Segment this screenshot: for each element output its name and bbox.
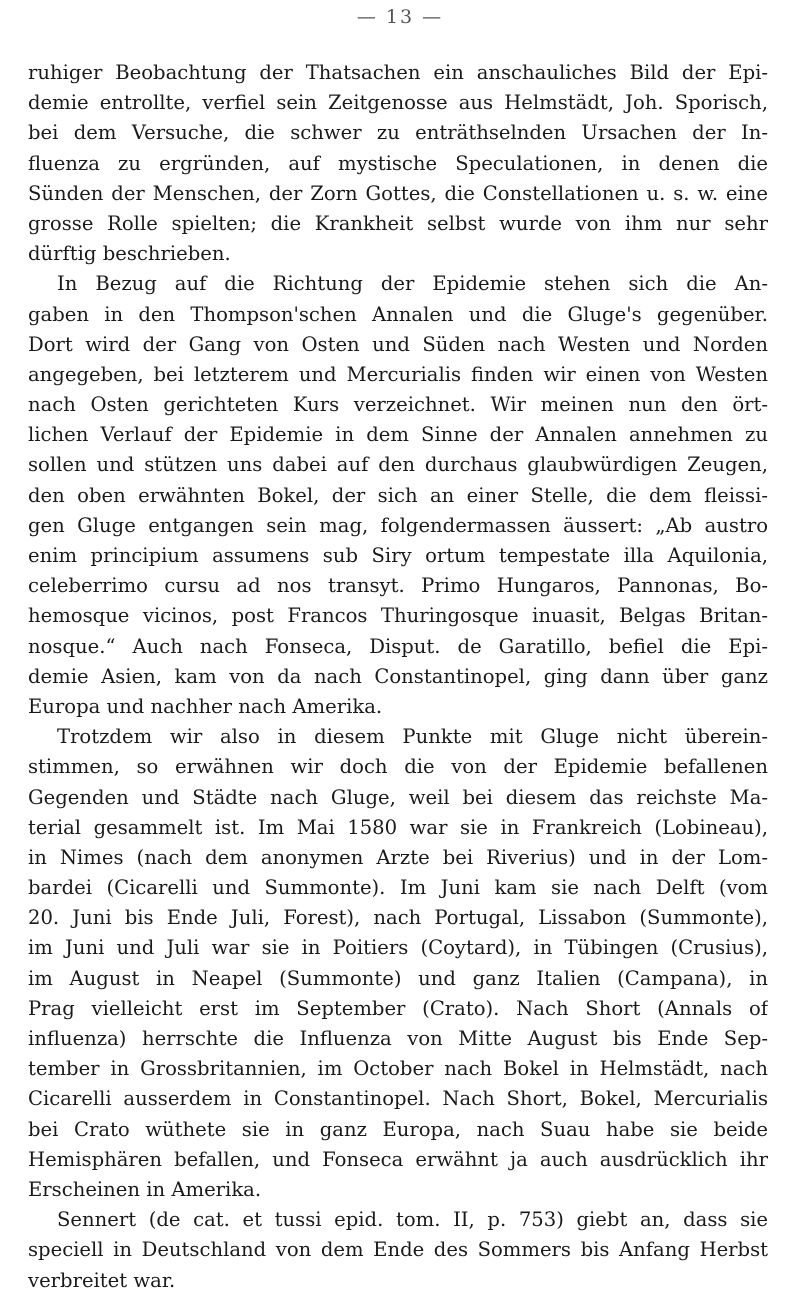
text-line: verbreitet war. bbox=[28, 1268, 176, 1292]
text-line: stimmen, so erwähnen wir doch die von der Epidemie befallenen bbox=[28, 755, 768, 779]
paragraph bbox=[28, 269, 768, 722]
text-line: gen Gluge entgangen sein mag, folgendermassen äussert: „Ab austro bbox=[28, 513, 768, 537]
text-line: influenza) herrschte die Influenza von Mitte August bis Ende Sep- bbox=[28, 1027, 768, 1050]
text-line: demie entrollte, verfiel sein Zeitgenosse aus Helmstädt, Joh. Sporisch, bbox=[28, 91, 768, 115]
text-line: enim principium assumens sub Siry ortum tempestate illa Aquilonia, bbox=[28, 544, 768, 567]
text-line: den oben erwähnten Bokel, der sich an einer Stelle, die dem fleissi- bbox=[28, 483, 768, 507]
text-line: dürftig beschrieben. bbox=[28, 242, 231, 266]
page-number-header: — 13 — bbox=[356, 6, 444, 28]
paragraph bbox=[28, 722, 768, 1205]
document-body bbox=[28, 58, 768, 1296]
text-line: Gegenden und Städte nach Gluge, weil bei diesem das reichste Ma- bbox=[28, 785, 768, 809]
text-line: Sennert (de cat. et tussi epid. tom. II, p. 753) giebt an, dass sie bbox=[57, 1208, 768, 1232]
paragraph bbox=[28, 1205, 768, 1296]
text-line: Erscheinen in Amerika. bbox=[28, 1177, 262, 1201]
text-line: ruhiger Beobachtung der Thatsachen ein anschauliches Bild der Epi- bbox=[28, 61, 768, 84]
text-line: grosse Rolle spielten; die Krankheit selbst wurde von ihm nur sehr bbox=[28, 211, 768, 235]
text-line: tember in Grossbritannien, im October nach Bokel in Helmstädt, nach bbox=[28, 1057, 768, 1081]
text-line: in Nimes (nach dem anonymen Arzte bei Riverius) und in der Lom- bbox=[28, 845, 768, 869]
text-line: speciell in Deutschland von dem Ende des Sommers bis Anfang Herbst bbox=[28, 1238, 768, 1262]
text-line: im August in Neapel (Summonte) und ganz Italien (Campana), in bbox=[28, 966, 768, 990]
text-line: Dort wird der Gang von Osten und Süden nach Westen und Norden bbox=[28, 332, 768, 356]
text-line: Sünden der Menschen, der Zorn Gottes, die Constellationen u. s. w. eine bbox=[28, 181, 768, 205]
text-line: sollen und stützen uns dabei auf den durchaus glaubwürdigen Zeugen, bbox=[28, 453, 768, 477]
text-line: Trotzdem wir also in diesem Punkte mit Gluge nicht überein- bbox=[57, 725, 768, 749]
text-line: nach Osten gerichteten Kurs verzeichnet. Wir meinen nun den ört- bbox=[28, 393, 768, 417]
text-line: terial gesammelt ist. Im Mai 1580 war sie in Frankreich (Lobineau), bbox=[28, 815, 768, 839]
text-line: nosque.“ Auch nach Fonseca, Disput. de Garatillo, befiel die Epi- bbox=[28, 634, 768, 658]
text-line: Europa und nachher nach Amerika. bbox=[28, 694, 383, 718]
text-line: celeberrimo cursu ad nos transyt. Primo Hungaros, Pannonas, Bo- bbox=[28, 574, 768, 598]
text-line: angegeben, bei letzterem und Mercurialis finden wir einen von Westen bbox=[28, 362, 768, 386]
text-line: im Juni und Juli war sie in Poitiers (Coytard), in Tübingen (Crusius), bbox=[28, 936, 768, 960]
text-line: 20. Juni bis Ende Juli, Forest), nach Portugal, Lissabon (Summonte), bbox=[28, 906, 768, 930]
text-line: bei dem Versuche, die schwer zu enträthselnden Ursachen der In- bbox=[28, 121, 768, 145]
text-line: Cicarelli ausserdem in Constantinopel. Nach Short, Bokel, Mercurialis bbox=[28, 1087, 768, 1111]
text-line: In Bezug auf die Richtung der Epidemie stehen sich die An- bbox=[57, 272, 768, 296]
text-line: bei Crato wüthete sie in ganz Europa, nach Suau habe sie beide bbox=[28, 1117, 768, 1141]
text-line: Hemisphären befallen, und Fonseca erwähnt ja auch ausdrücklich ihr bbox=[28, 1147, 768, 1171]
text-line: demie Asien, kam von da nach Constantinopel, ging dann über ganz bbox=[28, 664, 768, 688]
text-line: gaben in den Thompson'schen Annalen und die Gluge's gegenüber. bbox=[28, 302, 768, 326]
text-line: bardei (Cicarelli und Summonte). Im Juni kam sie nach Delft (vom bbox=[28, 876, 768, 900]
text-line: Prag vielleicht erst im September (Crato). Nach Short (Annals of bbox=[28, 996, 768, 1020]
text-line: hemosque vicinos, post Francos Thuringosque inuasit, Belgas Britan- bbox=[28, 604, 768, 628]
text-line: lichen Verlauf der Epidemie in dem Sinne der Annalen annehmen zu bbox=[28, 423, 768, 447]
text-line: fluenza zu ergründen, auf mystische Speculationen, in denen die bbox=[28, 151, 768, 175]
paragraph bbox=[28, 58, 768, 269]
